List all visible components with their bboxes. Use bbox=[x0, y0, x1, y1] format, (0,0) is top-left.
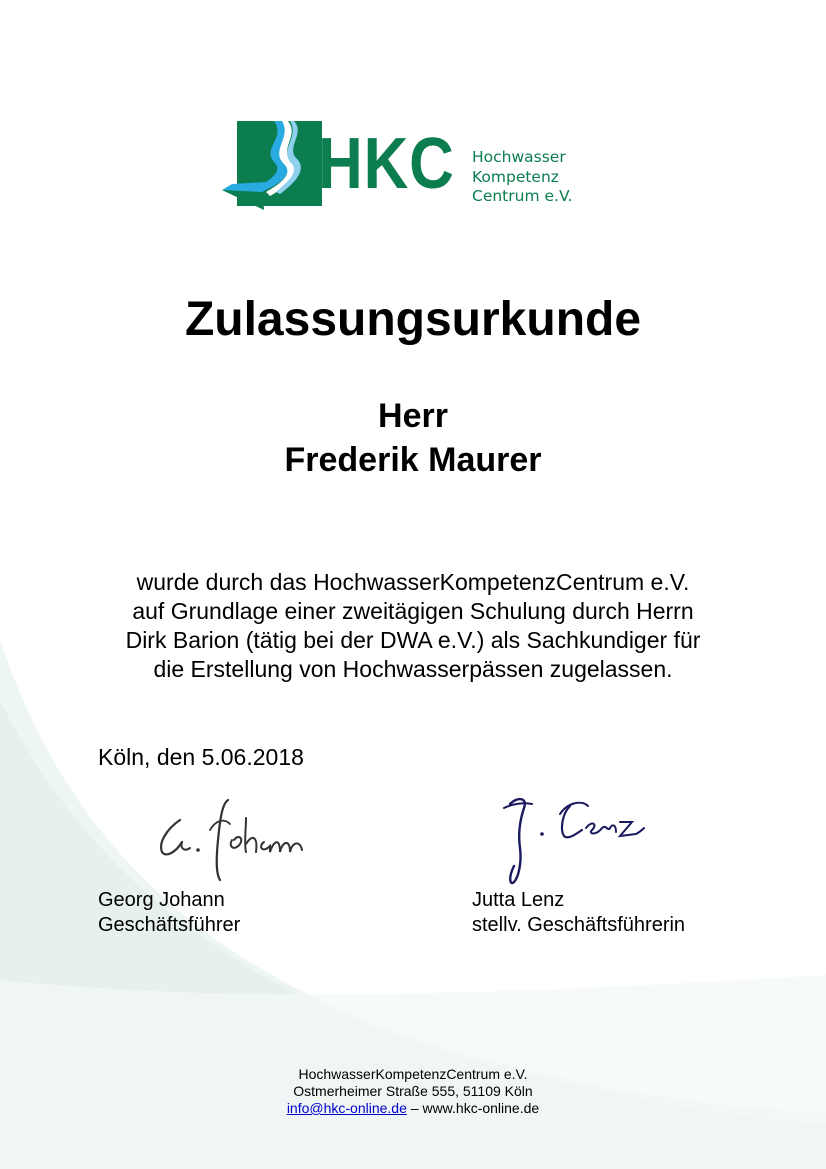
certificate-body bbox=[80, 568, 746, 684]
footer-separator: – bbox=[406, 1100, 423, 1116]
body-line: Dirk Barion (tätig bei der DWA e.V.) als Sachkundiger für bbox=[125, 627, 701, 653]
logo-subtitle-line3: Centrum e.V. bbox=[472, 187, 573, 205]
river-logo-icon bbox=[222, 118, 322, 213]
signature-georg-johann bbox=[150, 790, 330, 885]
place-and-date: Köln, den 5.06.2018 bbox=[98, 744, 304, 770]
logo-abbreviation: HKC bbox=[318, 124, 455, 204]
signer-name: Jutta Lenz bbox=[472, 889, 565, 911]
logo-subtitle-line2: Kompetenz bbox=[472, 167, 559, 186]
signer-role: stellv. Geschäftsführerin bbox=[472, 914, 686, 936]
recipient-salutation: Herr bbox=[378, 397, 448, 435]
footer-org: HochwasserKompetenzCentrum e.V. bbox=[298, 1066, 528, 1082]
body-line: wurde durch das HochwasserKompetenzCentrum e.V. bbox=[136, 569, 690, 595]
footer-address: Ostmerheimer Straße 555, 51109 Köln bbox=[293, 1083, 533, 1099]
logo-subtitle bbox=[472, 148, 572, 207]
recipient-name: Frederik Maurer bbox=[284, 441, 542, 479]
logo-subtitle-line1: Hochwasser bbox=[472, 148, 566, 166]
footer-contact bbox=[0, 1100, 826, 1117]
signer-jutta-lenz bbox=[472, 888, 685, 938]
signer-role: Geschäftsführer bbox=[98, 914, 241, 936]
body-line: auf Grundlage einer zweitägigen Schulung durch Herrn bbox=[132, 598, 694, 624]
footer bbox=[0, 1066, 826, 1117]
signer-name: Georg Johann bbox=[98, 889, 225, 911]
signature-jutta-lenz bbox=[502, 790, 662, 890]
signer-georg-johann bbox=[98, 888, 240, 938]
body-line: die Erstellung von Hochwasserpässen zugelassen. bbox=[153, 656, 673, 682]
document-title: Zulassungsurkunde bbox=[184, 293, 642, 346]
email-link[interactable]: info@hkc-online.de bbox=[286, 1100, 407, 1116]
hkc-logo bbox=[222, 118, 582, 213]
website-text: www.hkc-online.de bbox=[422, 1100, 540, 1116]
